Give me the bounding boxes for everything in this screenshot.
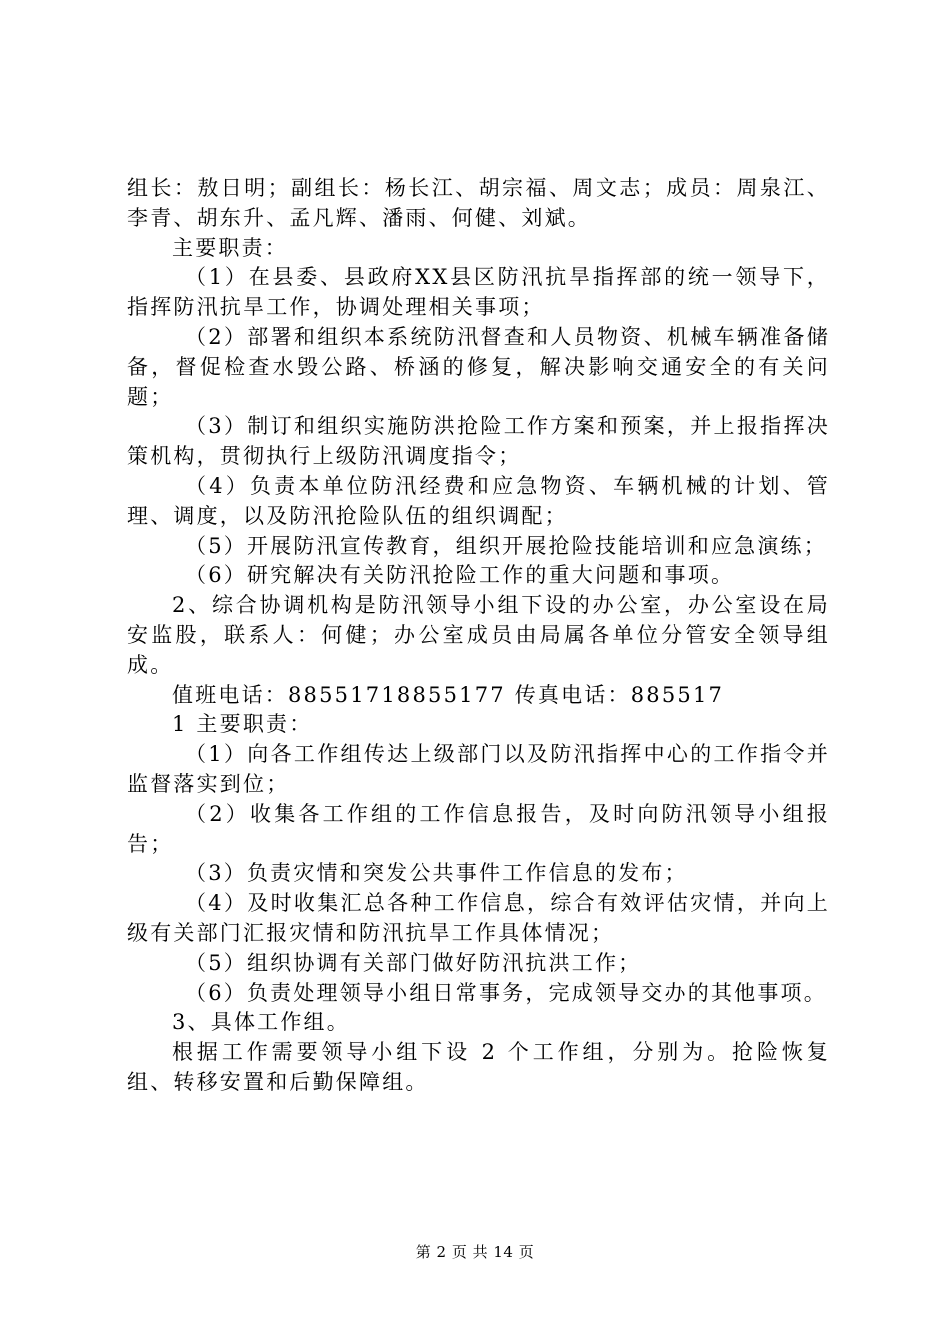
paragraph-duty-phone: 值班电话：88551718855177 传真电话：885517: [172, 682, 725, 707]
paragraph-main-duties-heading: 主要职责：: [172, 235, 288, 260]
paragraph-office-duty-4: （4）及时收集汇总各种工作信息，综合有效评估灾情，并向上级有关部门汇报灾情和防汛抗旱工作具体情况；: [127, 891, 830, 945]
paragraph-coordination-office: 2、综合协调机构是防汛领导小组下设的办公室，办公室设在局安监股，联系人：何健；办公室成员由局属各单位分管安全领导组成。: [127, 593, 830, 677]
paragraph-office-duties-heading: 1 主要职责：: [172, 712, 313, 737]
paragraph-duty-4: （4）负责本单位防汛经费和应急物资、车辆机械的计划、管理、调度，以及防汛抢险队伍的组织调配；: [127, 473, 830, 528]
paragraph-duty-1: （1）在县委、县政府XX县区防汛抗旱指挥部的统一领导下，指挥防汛抗旱工作，协调处理相关事项；: [127, 265, 830, 320]
document-body: [127, 174, 830, 1098]
paragraph-office-duty-5: （5）组织协调有关部门做好防汛抗洪工作；: [185, 950, 642, 975]
paragraph-duty-2: （2）部署和组织本系统防汛督查和人员物资、机械车辆准备储备，督促检查水毁公路、桥涵的修复，解决影响交通安全的有关问题；: [127, 324, 830, 409]
paragraph-duty-3: （3）制订和组织实施防洪抢险工作方案和预案，并上报指挥决策机构，贯彻执行上级防汛调度指令；: [127, 414, 830, 469]
paragraph-office-duty-3: （3）负责灾情和突发公共事件工作信息的发布；: [185, 861, 688, 886]
paragraph-office-duty-1: （1）向各工作组传达上级部门以及防汛指挥中心的工作指令并监督落实到位；: [127, 742, 830, 796]
paragraph-work-groups: 根据工作需要领导小组下设 2 个工作组，分别为。抢险恢复组、转移安置和后勤保障组。: [127, 1040, 830, 1094]
paragraph-work-groups-heading: 3、具体工作组。: [172, 1010, 350, 1035]
paragraph-duty-5: （5）开展防汛宣传教育，组织开展抢险技能培训和应急演练；: [185, 533, 827, 558]
paragraph-office-duty-6: （6）负责处理领导小组日常事务，完成领导交办的其他事项。: [185, 980, 827, 1005]
page-number-footer: 第 2 页 共 14 页: [415, 1243, 535, 1261]
paragraph-team-members: 组长：敖日明；副组长：杨长江、胡宗福、周文志；成员：周泉江、李青、胡东升、孟凡辉、潘雨、何健、刘斌。: [127, 176, 830, 230]
paragraph-office-duty-2: （2）收集各工作组的工作信息报告，及时向防汛领导小组报告；: [127, 801, 830, 856]
paragraph-duty-6: （6）研究解决有关防汛抢险工作的重大问题和事项。: [185, 563, 735, 588]
